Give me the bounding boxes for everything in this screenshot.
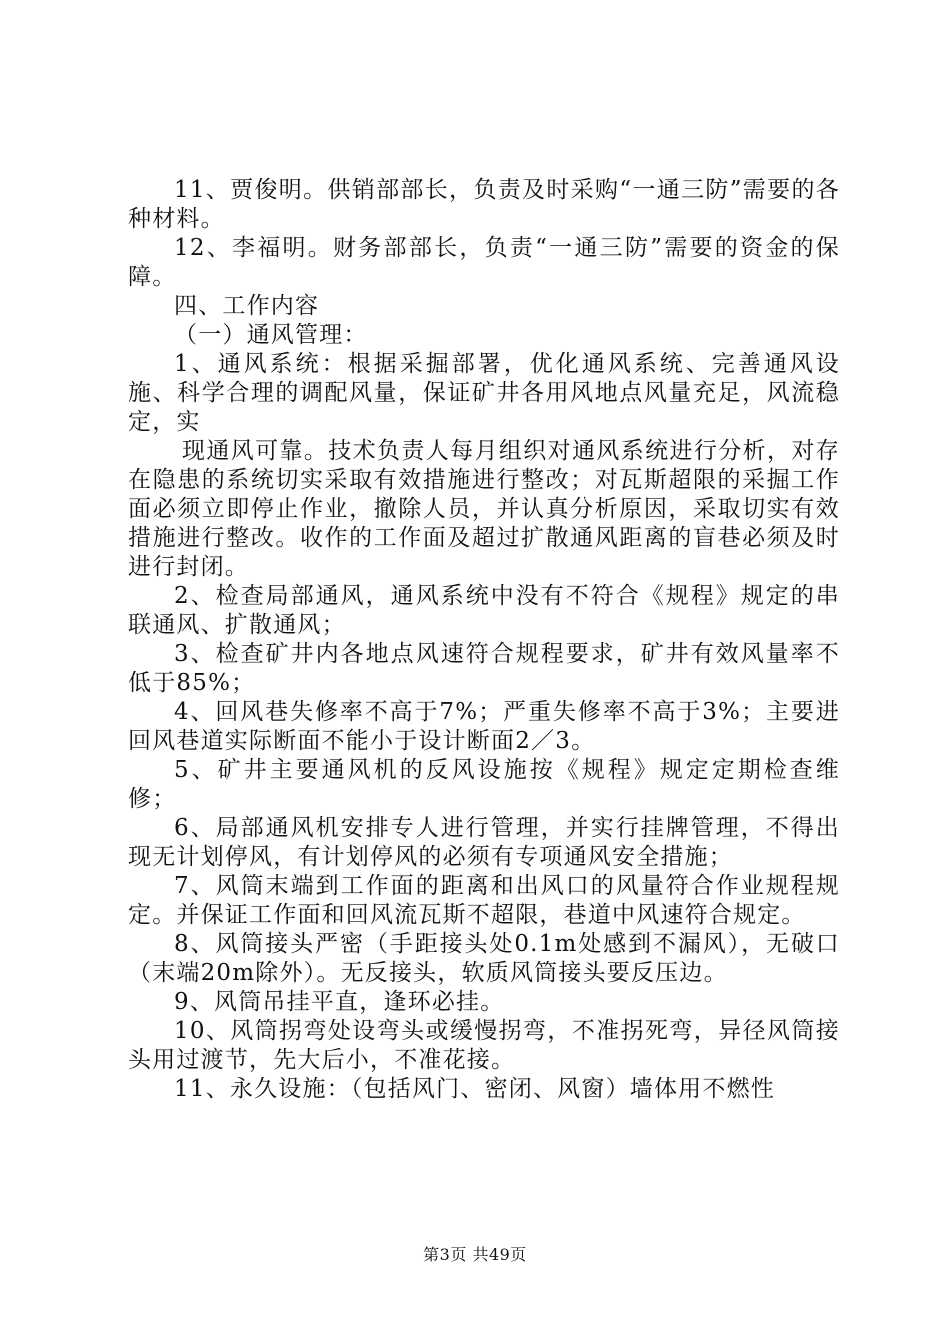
paragraph-item-5: 5、矿井主要通风机的反风设施按《规程》规定定期检查维修；: [128, 757, 840, 812]
paragraph-item-11: 11、永久设施：（包括风门、密闭、风窗）墙体用不燃性: [174, 1076, 775, 1102]
paragraph-ventilation-reliable: 现通风可靠。技术负责人每月组织对通风系统进行分析，对存在隐患的系统切实采取有效措施进行整改；对瓦斯超限的采掘工作面必须立即停止作业，撤除人员，并认真分析原因，采取切实有效措施进行整改。收作的工作面及超过扩散通风距离的盲巷必须及时进行封闭。: [128, 438, 840, 580]
subsection-heading-ventilation: （一）通风管理：: [174, 322, 368, 348]
paragraph-item-3: 3、检查矿井内各地点风速符合规程要求，矿井有效风量率不低于85%；: [128, 641, 840, 696]
paragraph-item-6: 6、局部通风机安排专人进行管理，并实行挂牌管理，不得出现无计划停风，有计划停风的必须有专项通风安全措施；: [128, 815, 840, 870]
paragraph-item-7: 7、风筒末端到工作面的距离和出风口的风量符合作业规程规定。并保证工作面和回风流瓦斯不超限，巷道中风速符合规定。: [128, 873, 840, 928]
paragraph-ventilation-system: 1、通风系统：根据采掘部署，优化通风系统、完善通风设施、科学合理的调配风量，保证矿井各用风地点风量充足，风流稳定，实: [128, 351, 840, 435]
page-number-footer: 第3页 共49页: [423, 1245, 527, 1264]
paragraph-item-4: 4、回风巷失修率不高于7%；严重失修率不高于3%；主要进回风巷道实际断面不能小于设计断面2／3。: [128, 699, 840, 754]
paragraph-item-10: 10、风筒拐弯处设弯头或缓慢拐弯，不准拐死弯，异径风筒接头用过渡节，先大后小，不准花接。: [128, 1018, 840, 1073]
paragraph-item-8: 8、风筒接头严密（手距接头处0.1m处感到不漏风），无破口（末端20m除外）。无反接头，软质风筒接头要反压边。: [128, 931, 840, 986]
paragraph-1: 11、贾俊明。供销部部长，负责及时采购“一通三防”需要的各种材料。: [128, 177, 840, 232]
paragraph-item-9: 9、风筒吊挂平直，逢环必挂。: [174, 989, 505, 1015]
document-body: [128, 176, 840, 1104]
section-heading-work-content: 四、工作内容: [174, 293, 320, 319]
paragraph-2: 12、李福明。财务部部长，负责“一通三防”需要的资金的保障。: [128, 235, 840, 290]
paragraph-item-2: 2、检查局部通风，通风系统中没有不符合《规程》规定的串联通风、扩散通风；: [128, 583, 840, 638]
